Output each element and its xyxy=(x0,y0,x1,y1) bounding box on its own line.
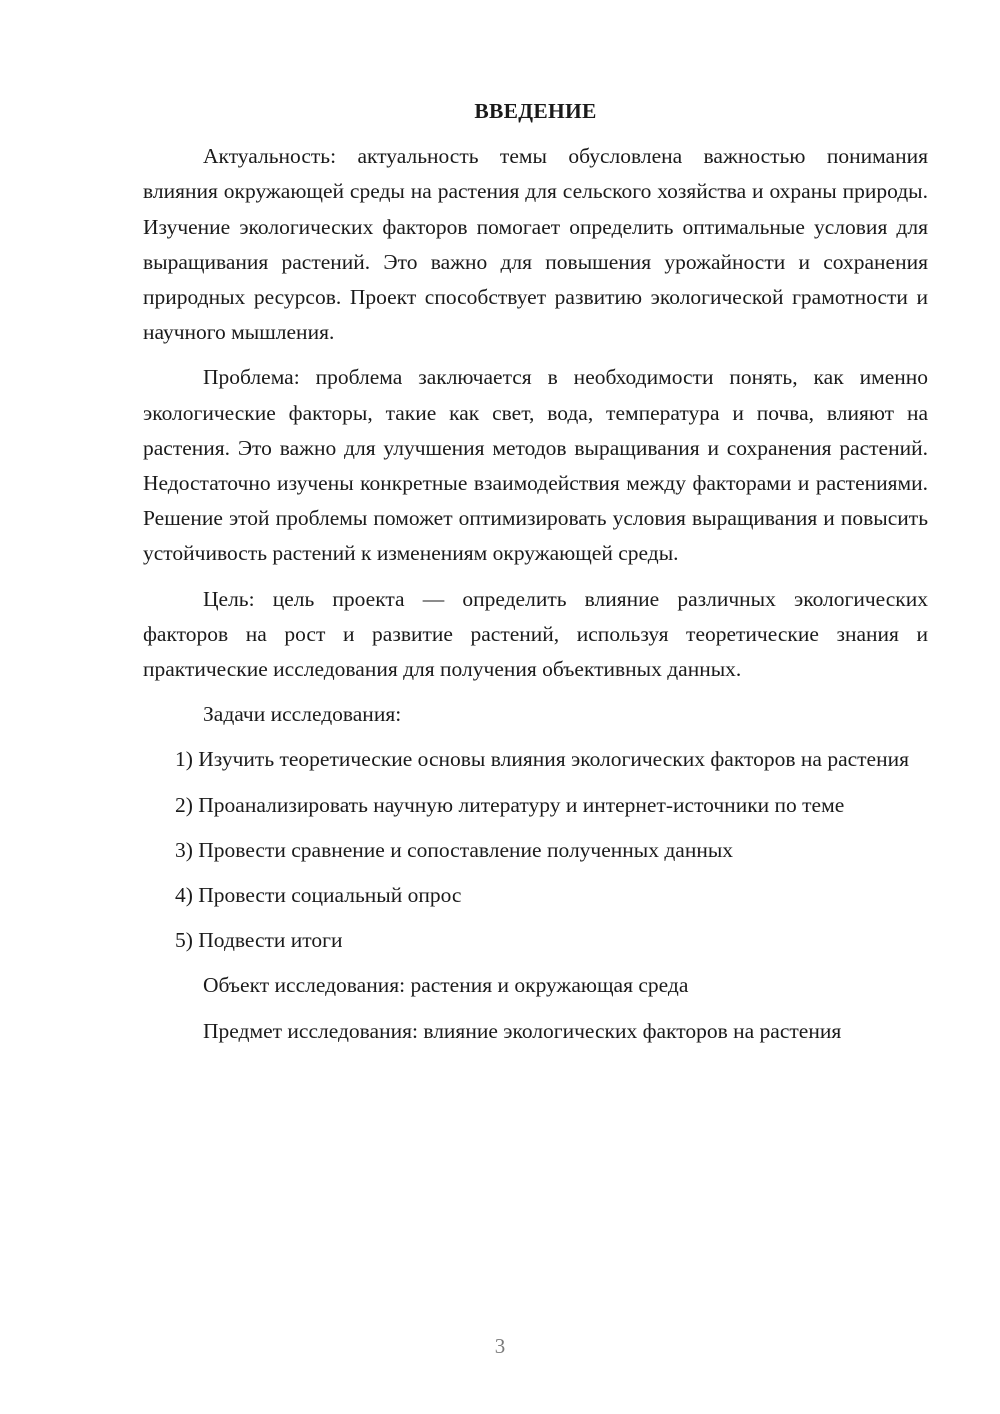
relevance-paragraph: Актуальность: актуальность темы обусловлена важностью понимания влияния окружающей среды на растения для сельского хозяйства и охраны природы. Изучение экологических факторов помогает определить оптимальные условия для выращивания растений. Это важно для повышения урожайности и сохранения природных ресурсов. Проект способствует развитию экологической грамотности и научного мышления. xyxy=(143,144,928,345)
page-title: ВВЕДЕНИЕ xyxy=(474,99,597,123)
problem-paragraph: Проблема: проблема заключается в необходимости понять, как именно экологические факторы, такие как свет, вода, температура и почва, влияют на растения. Это важно для улучшения методов выращивания и сохранения растений. Недостаточно изучены конкретные взаимодействия между факторами и растениями. Решение этой проблемы поможет оптимизировать условия выращивания и повысить устойчивость растений к изменениям окружающей среды. xyxy=(143,365,928,566)
goal-paragraph: Цель: цель проекта — определить влияние различных экологических факторов на рост и развитие растений, используя теоретические знания и практические исследования для получения объективных данных. xyxy=(143,586,928,682)
task-item: 2) Проанализировать научную литературу и интернет-источники по теме xyxy=(175,792,845,817)
page-number: 3 xyxy=(494,1334,506,1358)
tasks-heading: Задачи исследования: xyxy=(203,702,402,727)
task-item: 4) Провести социальный опрос xyxy=(175,883,462,908)
task-item: 1) Изучить теоретические основы влияния экологических факторов на растения xyxy=(175,747,909,772)
object-paragraph: Объект исследования: растения и окружающая среда xyxy=(203,973,689,998)
subject-paragraph: Предмет исследования: влияние экологических факторов на растения xyxy=(203,1018,842,1043)
page-content xyxy=(143,94,928,1059)
task-item: 5) Подвести итоги xyxy=(175,928,343,953)
task-item: 3) Провести сравнение и сопоставление полученных данных xyxy=(175,837,734,862)
